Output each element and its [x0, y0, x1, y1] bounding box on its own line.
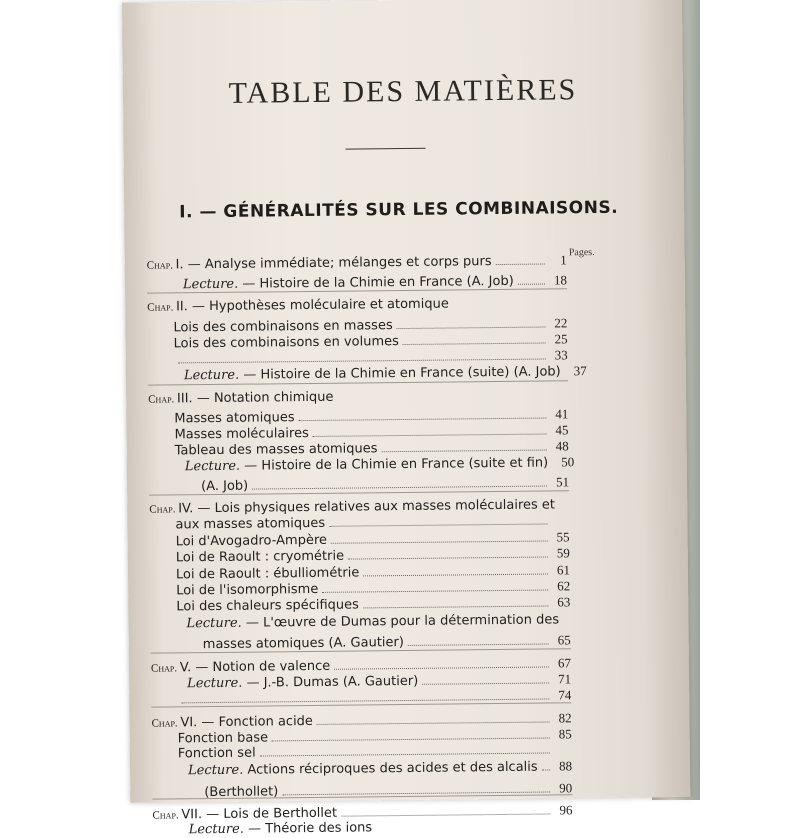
toc-row — [204, 780, 572, 800]
page-number: 74 — [553, 687, 571, 703]
page-number: 65 — [553, 632, 571, 648]
entry-title: Masses atomiques — [174, 410, 294, 426]
dot-leader — [178, 359, 546, 364]
lecture-label: Lecture. — [186, 616, 246, 632]
title-rule — [346, 148, 426, 150]
page-number: 88 — [554, 758, 572, 774]
lecture-label: Lecture. — [187, 676, 247, 692]
page-number: 59 — [552, 545, 570, 561]
chap-number: VI. — [180, 715, 201, 730]
page-number: 51 — [551, 474, 569, 490]
page-number: 63 — [552, 594, 570, 610]
chap-label: Chap. — [149, 503, 178, 515]
entry-text — [204, 784, 278, 800]
chap-label: Chap. — [151, 662, 180, 674]
entry-text — [186, 612, 559, 631]
page-number: 62 — [552, 578, 570, 594]
entry-title: — Lois physiques relatives aux masses moléculaires et — [197, 497, 555, 516]
lecture-row — [189, 818, 573, 837]
entry-text — [175, 516, 325, 533]
dot-leader — [422, 682, 549, 684]
entry-text — [178, 746, 256, 762]
entry-text — [201, 479, 248, 494]
entry-title: — Histoire de la Chimie en France (A. Job) — [242, 274, 514, 292]
lecture-label: Lecture. — [189, 822, 249, 838]
page-number: 55 — [552, 529, 570, 545]
entry-title: Loi de Raoult : ébulliométrie — [176, 565, 360, 582]
chap-label: Chap. — [148, 393, 177, 405]
chapter-row — [147, 252, 567, 272]
chapter-row — [148, 387, 568, 406]
dot-leader — [496, 264, 545, 266]
entry-title: Actions réciproques des acides et des alcalis — [247, 760, 537, 778]
dot-leader — [299, 418, 547, 422]
lecture-label: Lecture. — [188, 763, 248, 779]
page-number: 45 — [550, 422, 568, 438]
page-number: 41 — [550, 406, 568, 422]
entry-title: Fonction sel — [178, 746, 256, 762]
entry-title: — Notion de valence — [195, 659, 330, 675]
entry-title: — J.-B. Dumas (A. Gautier) — [246, 674, 418, 691]
entry-text — [189, 820, 373, 837]
page-number: 25 — [549, 331, 567, 347]
entry-text — [148, 390, 333, 407]
dot-leader — [363, 606, 548, 609]
page-number: 22 — [549, 315, 567, 331]
entry-title: (Berthollet) — [204, 784, 278, 800]
entry-text — [151, 714, 312, 731]
page-number: 50 — [556, 454, 574, 470]
lecture-row — [185, 454, 569, 474]
entry-title: Loi des chaleurs spécifiques — [176, 597, 359, 614]
chap-number: III. — [177, 391, 197, 406]
section-heading: I. — GÉNÉRALITÉS SUR LES COMBINAISONS. — [179, 198, 639, 223]
entry-title: — Fonction acide — [201, 714, 313, 730]
lecture-label: Lecture. — [185, 459, 245, 475]
entry-title: — Théorie des ions — [248, 820, 372, 836]
dot-leader — [381, 450, 546, 453]
entry-text — [147, 297, 449, 315]
page-number: 61 — [552, 562, 570, 578]
dot-leader — [348, 557, 548, 560]
page-number: 37 — [569, 363, 587, 379]
entry-title: — Notation chimique — [197, 390, 334, 406]
dot-leader — [363, 574, 548, 577]
entry-title: masses atomiques (A. Gautier) — [203, 635, 404, 652]
entry-title: Fonction base — [178, 730, 269, 746]
page-number: 82 — [553, 710, 571, 726]
dot-leader — [317, 721, 550, 724]
dot-leader — [542, 769, 550, 770]
entry-title: (A. Job) — [201, 479, 248, 494]
dot-leader — [181, 698, 549, 703]
dot-leader — [272, 737, 550, 741]
chap-number: V. — [180, 660, 196, 675]
entry-text — [174, 410, 294, 426]
entry-title: — Histoire de la Chimie en France (suite) (A. Job) — [243, 364, 561, 382]
entry-text — [185, 455, 548, 474]
chap-number: VII. — [181, 807, 206, 822]
dot-leader — [397, 327, 546, 330]
entry-title: Lois des combinaisons en masses — [173, 318, 392, 335]
entry-title: Tableau des masses atomiques — [175, 441, 378, 458]
page-number: 90 — [554, 780, 572, 796]
lecture-label: Lecture. — [183, 277, 243, 293]
dot-leader — [331, 541, 548, 544]
chapter-row — [147, 295, 567, 314]
dot-leader — [518, 284, 545, 285]
dot-leader — [329, 524, 547, 527]
entry-title: Loi de l'isomorphisme — [176, 582, 318, 598]
page-number: 1 — [549, 252, 567, 268]
entry-title: — Hypothèses moléculaire et atomique — [192, 297, 449, 315]
dot-leader — [322, 590, 548, 593]
page-number: 67 — [553, 655, 571, 671]
page-number: 71 — [553, 671, 571, 687]
entry-title: Loi de Raoult : cryométrie — [176, 549, 344, 566]
page-number: 85 — [554, 726, 572, 742]
entry-text — [174, 426, 308, 442]
entry-text — [176, 597, 359, 614]
page-number: 18 — [549, 272, 567, 288]
page-number: 33 — [550, 347, 568, 363]
chap-label: Chap. — [147, 301, 176, 313]
toc-row — [177, 687, 571, 707]
pages-column-header: Pages. — [555, 247, 595, 258]
toc-row — [176, 594, 570, 614]
chap-number: I. — [176, 257, 188, 272]
dot-leader — [334, 666, 549, 669]
entry-title: — L'œuvre de Dumas pour la détermination des — [246, 612, 559, 630]
entry-text — [176, 549, 344, 566]
entry-title: Lois des combinaisons en volumes — [174, 334, 399, 351]
page-number: 48 — [551, 438, 569, 454]
entry-text — [147, 254, 492, 273]
chap-label: Chap. — [152, 717, 181, 729]
entry-text — [203, 635, 404, 652]
page-title: TABLE DES MATIÈRES — [123, 72, 683, 112]
chap-number: IV. — [178, 501, 197, 516]
entry-title: — Analyse immédiate; mélanges et corps purs — [188, 254, 492, 272]
lecture-row — [186, 612, 570, 631]
dot-leader — [252, 486, 547, 490]
entry-title: — Lois de Berthollet — [206, 806, 337, 822]
book-page — [122, 0, 690, 803]
lecture-row — [188, 758, 572, 778]
page-number: 96 — [554, 802, 572, 818]
entry-title: Masses moléculaires — [174, 426, 308, 442]
table-of-contents — [147, 242, 567, 246]
entry-title: Loi d'Avogadro-Ampère — [176, 533, 327, 550]
dot-leader — [282, 791, 550, 795]
entry-title: aux masses atomiques — [175, 516, 325, 533]
entry-text — [176, 533, 327, 550]
chap-number: II. — [176, 299, 192, 314]
entry-text — [188, 760, 538, 779]
chap-label: Chap. — [152, 809, 181, 821]
dot-leader — [341, 813, 550, 816]
lecture-label: Lecture. — [184, 368, 244, 384]
dot-leader — [403, 343, 546, 345]
dot-leader — [313, 434, 547, 437]
entry-title: — Histoire de la Chimie en France (suite et fin) — [244, 455, 548, 473]
dot-leader — [408, 643, 549, 645]
entry-text — [178, 730, 269, 746]
entry-text — [176, 582, 318, 598]
dot-leader — [260, 752, 550, 756]
chap-label: Chap. — [147, 259, 176, 271]
